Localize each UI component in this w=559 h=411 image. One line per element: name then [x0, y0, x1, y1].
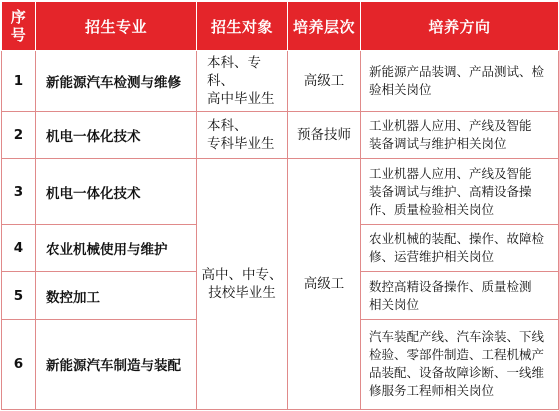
row-seq: 3 [2, 158, 36, 225]
table-header [2, 2, 559, 51]
header-level: 培养层次 [288, 2, 361, 51]
row-seq: 5 [2, 272, 36, 320]
row-major: 机电一体化技术 [36, 158, 197, 225]
row-major: 机电一体化技术 [36, 112, 197, 159]
row-major: 新能源汽车检测与维修 [36, 51, 197, 112]
merged-target: 高中、中专、 技校毕业生 [197, 158, 288, 409]
header-direction: 培养方向 [361, 2, 559, 51]
table-row [2, 112, 559, 159]
header-seq: 序 号 [2, 2, 36, 51]
header-target: 招生对象 [197, 2, 288, 51]
row-direction: 工业机器人应用、产线及智能 装备调试与维护、高精设备操 作、质量检验相关岗位 [361, 158, 559, 225]
table-row [2, 158, 559, 225]
row-direction: 数控高精设备操作、质量检测 相关岗位 [361, 272, 559, 320]
table-row [2, 51, 559, 112]
row-direction: 汽车装配产线、汽车涂装、下线 检验、零部件制造、工程机械产 品装配、设备故障诊断、一线维 修服务工程师相关岗位 [361, 319, 559, 409]
row-target: 本科、专科、 高中毕业生 [197, 51, 288, 112]
row-direction: 农业机械的装配、操作、故障检 修、运营维护相关岗位 [361, 225, 559, 272]
row-direction: 工业机器人应用、产线及智能 装备调试与维护相关岗位 [361, 112, 559, 159]
merged-level: 高级工 [288, 158, 361, 409]
row-direction: 新能源产品装调、产品测试、检 验相关岗位 [361, 51, 559, 112]
header-major: 招生专业 [36, 2, 197, 51]
row-major: 农业机械使用与维护 [36, 225, 197, 272]
row-level: 预备技师 [288, 112, 361, 159]
row-major: 数控加工 [36, 272, 197, 320]
row-major: 新能源汽车制造与装配 [36, 319, 197, 409]
row-seq: 1 [2, 51, 36, 112]
row-seq: 6 [2, 319, 36, 409]
row-target: 本科、 专科毕业生 [197, 112, 288, 159]
row-seq: 2 [2, 112, 36, 159]
table-body [2, 51, 559, 410]
row-level: 高级工 [288, 51, 361, 112]
enrollment-table [1, 1, 559, 410]
row-seq: 4 [2, 225, 36, 272]
